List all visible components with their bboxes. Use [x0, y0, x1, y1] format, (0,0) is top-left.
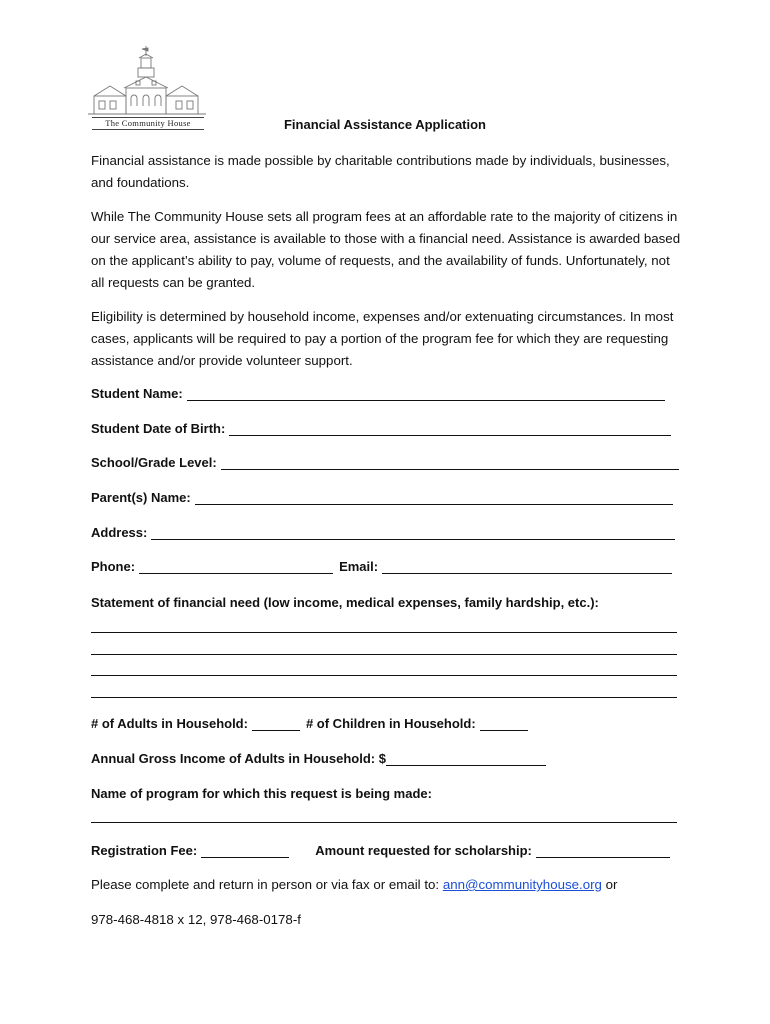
building-illustration [88, 44, 206, 118]
program-field[interactable] [91, 822, 677, 823]
program-row [91, 786, 432, 801]
income-label: Annual Gross Income of Adults in Household: $ [91, 751, 386, 766]
email-field[interactable] [382, 561, 672, 574]
adults-label: # of Adults in Household: [91, 716, 248, 731]
statement-line-4[interactable] [91, 697, 677, 698]
address-label: Address: [91, 525, 148, 540]
policy-paragraph: While The Community House sets all program fees at an affordable rate to the majority of citizens in our service area, assistance is available to those with a financial need. Assistance is awarded based on the applicant’s ability to pay, volume of requests, and the availability of funds. Unfortunately, not all requests can be granted. [91, 209, 681, 290]
return-instructions [91, 877, 617, 892]
statement-line-2[interactable] [91, 654, 677, 655]
form-title: Financial Assistance Application [283, 117, 487, 132]
student-dob-row [91, 421, 671, 436]
student-dob-label: Student Date of Birth: [91, 421, 226, 436]
children-field[interactable] [480, 718, 528, 731]
adults-field[interactable] [252, 718, 300, 731]
student-dob-field[interactable] [229, 423, 671, 436]
return-text-after: or [605, 877, 618, 892]
amount-requested-label: Amount requested for scholarship: [315, 843, 532, 858]
registration-fee-field[interactable] [201, 845, 289, 858]
intro-paragraph: Financial assistance is made possible by charitable contributions made by individuals, businesses, and foundations. [91, 153, 670, 190]
statement-line-1[interactable] [91, 632, 677, 633]
email-link[interactable]: ann@communityhouse.org [442, 877, 602, 892]
address-row [91, 525, 675, 540]
school-grade-label: School/Grade Level: [91, 455, 217, 470]
children-label: # of Children in Household: [305, 716, 476, 731]
program-label: Name of program for which this request is being made: [91, 786, 432, 801]
income-row [91, 751, 546, 766]
parents-name-row [91, 490, 673, 505]
fees-row [91, 843, 670, 858]
phone-email-row [91, 559, 672, 574]
student-name-row [91, 386, 665, 401]
return-text: Please complete and return in person or via fax or email to: [91, 877, 440, 892]
phone-field[interactable] [139, 561, 333, 574]
household-row [91, 716, 528, 731]
statement-row [91, 595, 599, 610]
student-name-field[interactable] [187, 388, 665, 401]
student-name-label: Student Name: [91, 386, 183, 401]
eligibility-paragraph: Eligibility is determined by household income, expenses and/or extenuating circumstances. In most cases, applicants will be required to pay a portion of the program fee for which they are requesting assistance and/or provide volunteer support. [91, 309, 674, 368]
school-grade-row [91, 455, 679, 470]
statement-line-3[interactable] [91, 675, 677, 676]
email-label: Email: [339, 559, 379, 574]
income-field[interactable] [386, 753, 546, 766]
address-field[interactable] [151, 527, 675, 540]
contact-phone: 978-468-4818 x 12, 978-468-0178-f [91, 912, 301, 927]
parents-name-field[interactable] [195, 492, 673, 505]
parents-name-label: Parent(s) Name: [91, 490, 191, 505]
statement-label: Statement of financial need (low income, medical expenses, family hardship, etc.): [91, 595, 599, 610]
school-grade-field[interactable] [221, 457, 679, 470]
phone-label: Phone: [91, 559, 136, 574]
registration-fee-label: Registration Fee: [91, 843, 198, 858]
logo-wordmark: The Community House [92, 117, 204, 130]
amount-requested-field[interactable] [536, 845, 670, 858]
